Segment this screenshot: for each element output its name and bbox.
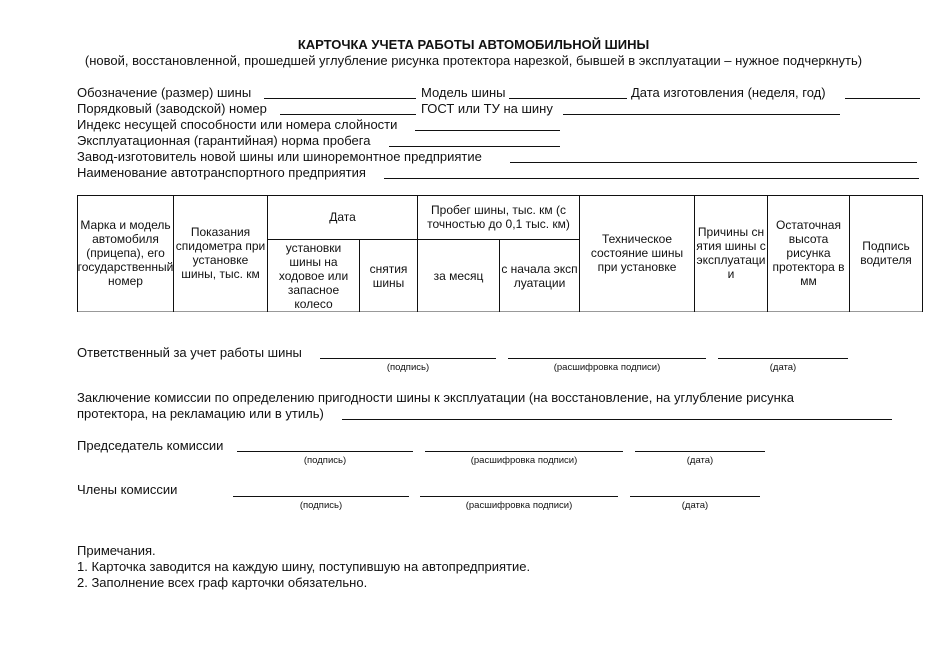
- col-reasons: Причины снятия шины с эксплуатации: [696, 225, 766, 281]
- chairman-decoding-caption: (расшифровка подписи): [470, 455, 578, 466]
- manufacture-date-field[interactable]: [845, 98, 920, 99]
- serial-label: Порядковый (заводской) номер: [77, 101, 267, 116]
- conclusion-line1: Заключение комиссии по определению пригодности шины к эксплуатации (на восстановление, на углубление рисунка: [77, 390, 795, 405]
- col-signature: Подпись водителя: [860, 239, 912, 267]
- conclusion-field[interactable]: [342, 419, 892, 420]
- gost-field[interactable]: [563, 114, 840, 115]
- card-title: КАРТОЧКА УЧЕТА РАБОТЫ АВТОМОБИЛЬНОЙ ШИНЫ: [297, 37, 650, 52]
- manufacturer-label: Завод-изготовитель новой шины или шиноремонтное предприятие: [77, 149, 482, 164]
- notes-item-1: 1. Карточка заводится на каждую шину, поступившую на автопредприятие.: [77, 559, 531, 574]
- gost-label: ГОСТ или ТУ на шину: [421, 101, 553, 116]
- chairman-date-field[interactable]: [635, 451, 765, 452]
- col-vehicle: Марка и модель автомобиля (прицепа), его государственный номер: [77, 218, 174, 288]
- enterprise-field[interactable]: [384, 178, 919, 179]
- load-index-field[interactable]: [415, 130, 560, 131]
- chairman-date-caption: (дата): [686, 455, 714, 466]
- members-decoding-caption: (расшифровка подписи): [465, 500, 573, 511]
- responsible-decoding-field[interactable]: [508, 358, 706, 359]
- responsible-decoding-caption: (расшифровка подписи): [553, 362, 661, 373]
- chairman-signature-field[interactable]: [237, 451, 413, 452]
- col-condition: Техническое состояние шины при установке: [590, 232, 684, 274]
- col-speedometer: Показания спидометра при установке шины, тыс. км: [175, 225, 266, 281]
- chairman-decoding-field[interactable]: [425, 451, 623, 452]
- members-signature-caption: (подпись): [299, 500, 343, 511]
- members-date-caption: (дата): [681, 500, 709, 511]
- enterprise-label: Наименование автотранспортного предприятия: [77, 165, 366, 180]
- conclusion-line2: протектора, на рекламацию или в утиль): [77, 406, 324, 421]
- mileage-norm-field[interactable]: [389, 146, 560, 147]
- mileage-norm-label: Эксплуатационная (гарантийная) норма пробега: [77, 133, 371, 148]
- col-mileage: Пробег шины, тыс. км (с точностью до 0,1 тыс. км): [427, 203, 570, 231]
- members-label: Члены комиссии: [77, 482, 178, 497]
- notes-heading: Примечания.: [77, 543, 156, 558]
- notes-item-2: 2. Заполнение всех граф карточки обязательно.: [77, 575, 368, 590]
- members-decoding-field[interactable]: [420, 496, 618, 497]
- responsible-label: Ответственный за учет работы шины: [77, 345, 302, 360]
- responsible-signature-field[interactable]: [320, 358, 496, 359]
- responsible-signature-caption: (подпись): [386, 362, 430, 373]
- col-residual: Остаточная высота рисунка протектора в мм: [772, 218, 845, 288]
- manufacture-date-label: Дата изготовления (неделя, год): [631, 85, 826, 100]
- col-date: Дата: [329, 210, 356, 224]
- chairman-signature-caption: (подпись): [303, 455, 347, 466]
- model-field[interactable]: [509, 98, 627, 99]
- col-date-install: установки шины на ходовое или запасное колесо: [278, 241, 349, 311]
- designation-field[interactable]: [264, 98, 416, 99]
- col-mileage-total: с начала эксплуатации: [501, 262, 578, 290]
- chairman-label: Председатель комиссии: [77, 438, 224, 453]
- serial-field[interactable]: [280, 114, 416, 115]
- designation-label: Обозначение (размер) шины: [77, 85, 252, 100]
- col-mileage-month: за месяц: [433, 269, 484, 283]
- manufacturer-field[interactable]: [510, 162, 917, 163]
- responsible-date-field[interactable]: [718, 358, 848, 359]
- members-signature-field[interactable]: [233, 496, 409, 497]
- model-label: Модель шины: [421, 85, 506, 100]
- responsible-date-caption: (дата): [769, 362, 797, 373]
- tire-record-table: [77, 195, 923, 312]
- card-subtitle: (новой, восстановленной, прошедшей углубление рисунка протектора нарезкой, бывшей в эксплуатации – нужное подчеркнуть): [84, 53, 863, 68]
- members-date-field[interactable]: [630, 496, 760, 497]
- col-date-remove: снятия шины: [369, 262, 408, 290]
- load-index-label: Индекс несущей способности или номера слойности: [77, 117, 398, 132]
